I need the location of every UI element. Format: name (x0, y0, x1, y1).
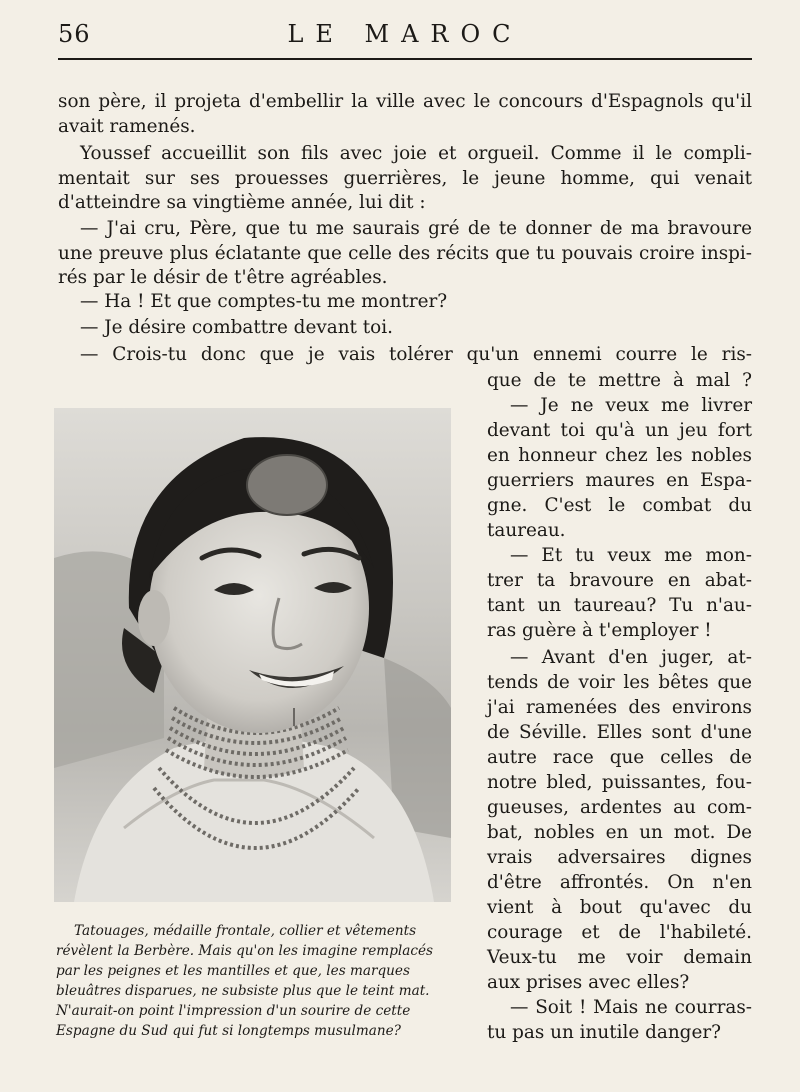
caption-line: bleuâtres disparues, ne subsiste plus que le teint mat. (56, 983, 430, 999)
text-line: bat, nobles en un mot. De (487, 822, 752, 843)
text-line: Veux-tu me voir demain (487, 947, 752, 968)
portrait-illustration (54, 408, 451, 902)
text-line: en honneur chez les nobles (487, 445, 752, 466)
text-line: aux prises avec elles? (487, 972, 690, 993)
text-line: Youssef accueillit son fils avec joie et orgueil. Comme il le compli- (80, 143, 752, 164)
text-line: d'être affrontés. On n'en (487, 872, 752, 893)
text-line: vient à bout qu'avec du (487, 897, 752, 918)
page-header (58, 18, 752, 56)
text-line: trer ta bravoure en abat- (487, 570, 752, 591)
text-line: taureau. (487, 520, 566, 541)
text-line: de Séville. Elles sont d'une (487, 722, 752, 743)
caption-line: Espagne du Sud qui fut si longtemps musulmane? (56, 1023, 401, 1039)
text-line: guerriers maures en Espa- (487, 470, 752, 491)
caption-line: révèlent la Berbère. Mais qu'on les imagine remplacés (56, 943, 433, 959)
text-line: ras guère à t'employer ! (487, 620, 712, 641)
text-line: notre bled, puissantes, fou- (487, 772, 752, 793)
text-line: — Avant d'en juger, at- (510, 647, 752, 668)
text-line: d'atteindre sa vingtième année, lui dit : (58, 192, 426, 213)
text-line: — Crois-tu donc que je vais tolérer qu'un ennemi courre le ris- (80, 344, 752, 365)
text-line: — Ha ! Et que comptes-tu me montrer? (80, 291, 448, 312)
text-line: mentait sur ses prouesses guerrières, le jeune homme, qui venait (58, 168, 752, 189)
text-line: avait ramenés. (58, 116, 196, 137)
header-rule (58, 58, 752, 60)
text-line: une preuve plus éclatante que celle des récits que tu pouvais croire inspi- (58, 243, 752, 264)
text-line: courage et de l'habileté. (487, 922, 752, 943)
portrait-photo (54, 408, 451, 902)
caption-line: Tatouages, médaille frontale, collier et vêtements (74, 923, 417, 939)
text-line: — J'ai cru, Père, que tu me saurais gré de te donner de ma bravoure (80, 218, 752, 239)
text-line: — Je désire combattre devant toi. (80, 317, 393, 338)
text-line: vrais adversaires dignes (487, 847, 752, 868)
text-line: — Je ne veux me livrer (510, 395, 752, 416)
running-title: LE MAROC (287, 20, 523, 48)
text-line: devant toi qu'à un jeu fort (487, 420, 752, 441)
text-line: tends de voir les bêtes que (487, 672, 752, 693)
text-line: — Soit ! Mais ne courras- (510, 997, 752, 1018)
text-line: rés par le désir de t'être agréables. (58, 267, 388, 288)
page-number: 56 (58, 20, 91, 48)
caption-line: par les peignes et les mantilles et que, les marques (56, 963, 410, 979)
text-line: tu pas un inutile danger? (487, 1022, 721, 1043)
caption-line: N'aurait-on point l'impression d'un sourire de cette (56, 1003, 411, 1019)
text-line: gueuses, ardentes au com- (487, 797, 752, 818)
text-line: autre race que celles de (487, 747, 752, 768)
text-line: que de te mettre à mal ? (487, 370, 752, 391)
text-line: son père, il projeta d'embellir la ville avec le concours d'Espagnols qu'il (58, 91, 752, 112)
text-line: tant un taureau? Tu n'au- (487, 595, 752, 616)
text-line: — Et tu veux me mon- (510, 545, 752, 566)
text-line: j'ai ramenées des environs (487, 697, 752, 718)
text-line: gne. C'est le combat du (487, 495, 752, 516)
